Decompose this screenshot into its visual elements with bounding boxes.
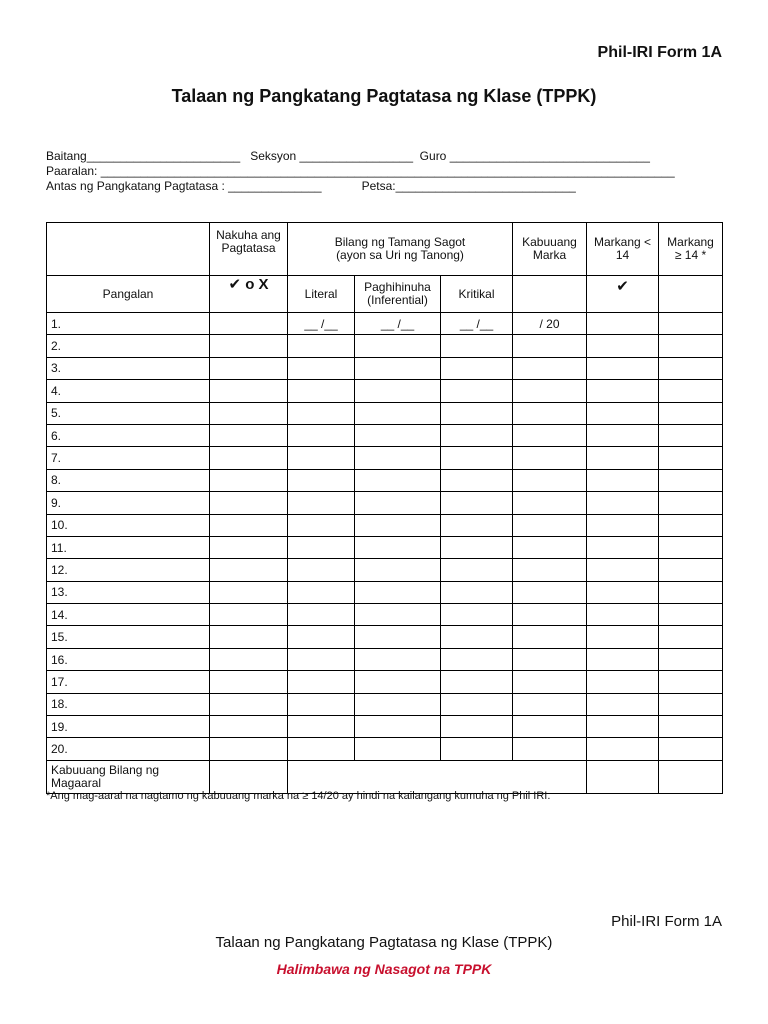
nakuha-cell <box>210 402 288 424</box>
markang-ge-cell <box>659 581 723 603</box>
paghihinuha-cell <box>355 626 441 648</box>
literal-cell <box>288 716 355 738</box>
kabuuang-cell <box>513 648 587 670</box>
paghihinuha-cell <box>355 738 441 760</box>
table-row <box>47 693 723 715</box>
table-row <box>47 380 723 402</box>
markang-lt-cell <box>587 335 659 357</box>
markang-lt-cell <box>587 536 659 558</box>
check-or-x-label: ✔ o X <box>228 276 269 293</box>
header-kabuuang: Kabuuang Marka <box>513 223 587 276</box>
meta-line-paaralan: Paaralan: ______________________________________________________________________________________ <box>46 164 675 178</box>
nakuha-cell <box>210 693 288 715</box>
table-row <box>47 648 723 670</box>
paghihinuha-cell <box>355 581 441 603</box>
header-paghihinuha: Paghihinuha (Inferential) <box>355 276 441 313</box>
markang-ge-cell <box>659 648 723 670</box>
row-number: 17. <box>47 671 210 693</box>
kritikal-cell <box>441 536 513 558</box>
row-number: 4. <box>47 380 210 402</box>
markang-lt-cell <box>587 402 659 424</box>
paghihinuha-cell <box>355 357 441 379</box>
kabuuang-cell <box>513 447 587 469</box>
total-markang-lt-cell <box>587 760 659 793</box>
literal-cell: __ /__ <box>288 313 355 335</box>
markang-lt-cell <box>587 313 659 335</box>
row-number: 5. <box>47 402 210 424</box>
markang-ge-cell <box>659 313 723 335</box>
markang-lt-cell <box>587 357 659 379</box>
markang-lt-cell <box>587 559 659 581</box>
markang-ge-cell <box>659 402 723 424</box>
row-number: 14. <box>47 604 210 626</box>
nakuha-cell <box>210 492 288 514</box>
kabuuang-cell <box>513 671 587 693</box>
table-row <box>47 738 723 760</box>
check-or-x-cell <box>210 276 288 313</box>
paghihinuha-cell <box>355 514 441 536</box>
kabuuang-cell <box>513 738 587 760</box>
row-number: 12. <box>47 559 210 581</box>
paghihinuha-cell <box>355 604 441 626</box>
kritikal-cell <box>441 738 513 760</box>
kritikal-cell <box>441 380 513 402</box>
kritikal-cell <box>441 402 513 424</box>
markang-ge-cell <box>659 536 723 558</box>
table-row <box>47 447 723 469</box>
paghihinuha-cell <box>355 424 441 446</box>
total-nakuha-cell <box>210 760 288 793</box>
markang-ge-cell <box>659 469 723 491</box>
markang-lt-cell <box>587 424 659 446</box>
check-mark-cell <box>587 276 659 313</box>
kritikal-cell <box>441 514 513 536</box>
tppk-table <box>46 222 723 794</box>
subheader-kabuuang-blank <box>513 276 587 313</box>
kabuuang-cell <box>513 536 587 558</box>
kabuuang-cell <box>513 626 587 648</box>
check-mark-icon: ✔ <box>616 278 629 295</box>
row-number: 10. <box>47 514 210 536</box>
literal-cell <box>288 402 355 424</box>
literal-cell <box>288 357 355 379</box>
markang-ge-cell <box>659 357 723 379</box>
kabuuang-cell <box>513 559 587 581</box>
kabuuang-cell <box>513 514 587 536</box>
header-empty-cell <box>47 223 210 276</box>
kabuuang-cell: / 20 <box>513 313 587 335</box>
nakuha-cell <box>210 626 288 648</box>
kritikal-cell <box>441 447 513 469</box>
markang-lt-cell <box>587 604 659 626</box>
header-pangalan: Pangalan <box>47 276 210 313</box>
markang-lt-cell <box>587 447 659 469</box>
total-markang-ge-cell <box>659 760 723 793</box>
kritikal-cell <box>441 671 513 693</box>
literal-cell <box>288 424 355 446</box>
table-row <box>47 536 723 558</box>
paghihinuha-cell <box>355 380 441 402</box>
markang-lt-cell <box>587 626 659 648</box>
literal-cell <box>288 536 355 558</box>
nakuha-cell <box>210 671 288 693</box>
nakuha-cell <box>210 424 288 446</box>
literal-cell <box>288 671 355 693</box>
header-literal: Literal <box>288 276 355 313</box>
nakuha-cell <box>210 335 288 357</box>
row-number: 6. <box>47 424 210 446</box>
row-number: 1. <box>47 313 210 335</box>
table-row <box>47 604 723 626</box>
nakuha-cell <box>210 604 288 626</box>
paghihinuha-cell <box>355 335 441 357</box>
header-bilang-sub: (ayon sa Uri ng Tanong) <box>336 248 464 262</box>
row-number: 15. <box>47 626 210 648</box>
markang-lt-cell <box>587 492 659 514</box>
literal-cell <box>288 648 355 670</box>
markang-ge-cell <box>659 738 723 760</box>
markang-ge-cell <box>659 604 723 626</box>
kabuuang-cell <box>513 469 587 491</box>
literal-cell <box>288 604 355 626</box>
paghihinuha-cell <box>355 648 441 670</box>
header-row <box>47 223 723 276</box>
nakuha-cell <box>210 559 288 581</box>
table-row <box>47 313 723 335</box>
nakuha-cell <box>210 716 288 738</box>
table-row <box>47 492 723 514</box>
nakuha-cell <box>210 581 288 603</box>
literal-cell <box>288 492 355 514</box>
row-number: 20. <box>47 738 210 760</box>
markang-ge-cell <box>659 514 723 536</box>
second-subtitle: Halimbawa ng Nasagot na TPPK <box>276 961 492 977</box>
kabuuang-cell <box>513 693 587 715</box>
literal-cell <box>288 738 355 760</box>
header-bilang-title: Bilang ng Tamang Sagot <box>334 235 466 249</box>
paghihinuha-cell <box>355 693 441 715</box>
row-number: 9. <box>47 492 210 514</box>
kabuuang-cell <box>513 604 587 626</box>
kabuuang-cell <box>513 335 587 357</box>
second-form-code: Phil-IRI Form 1A <box>611 913 722 930</box>
kritikal-cell <box>441 469 513 491</box>
header-markang-lt: Markang < 14 <box>587 223 659 276</box>
markang-ge-cell <box>659 447 723 469</box>
markang-ge-cell <box>659 626 723 648</box>
paghihinuha-cell <box>355 536 441 558</box>
second-title: Talaan ng Pangkatang Pagtatasa ng Klase (TPPK) <box>215 934 553 951</box>
nakuha-cell <box>210 380 288 402</box>
subheader-row <box>47 276 723 313</box>
kritikal-cell <box>441 424 513 446</box>
total-label: Kabuuang Bilang ng Magaaral <box>47 760 210 793</box>
subheader-markang-ge-blank <box>659 276 723 313</box>
markang-lt-cell <box>587 716 659 738</box>
literal-cell <box>288 335 355 357</box>
kritikal-cell <box>441 357 513 379</box>
row-number: 18. <box>47 693 210 715</box>
footnote: *Ang mag-aaral na nagtamo ng kabuuang marka na ≥ 14/20 ay hindi na kailangang kumuha ng Phil IRI. <box>46 790 551 802</box>
kabuuang-cell <box>513 581 587 603</box>
kabuuang-cell <box>513 357 587 379</box>
markang-ge-cell <box>659 671 723 693</box>
markang-ge-cell <box>659 424 723 446</box>
total-merged-cell <box>288 760 587 793</box>
kritikal-cell <box>441 604 513 626</box>
literal-cell <box>288 380 355 402</box>
row-number: 13. <box>47 581 210 603</box>
row-number: 8. <box>47 469 210 491</box>
kabuuang-cell <box>513 380 587 402</box>
total-row <box>47 760 723 793</box>
nakuha-cell <box>210 357 288 379</box>
table-row <box>47 335 723 357</box>
nakuha-cell <box>210 313 288 335</box>
table-row <box>47 626 723 648</box>
literal-cell <box>288 626 355 648</box>
header-nakuha: Nakuha ang Pagtatasa <box>210 223 288 276</box>
markang-ge-cell <box>659 559 723 581</box>
nakuha-cell <box>210 536 288 558</box>
kritikal-cell <box>441 581 513 603</box>
kritikal-cell <box>441 335 513 357</box>
nakuha-cell <box>210 469 288 491</box>
kritikal-cell <box>441 559 513 581</box>
row-number: 11. <box>47 536 210 558</box>
markang-ge-cell <box>659 335 723 357</box>
kritikal-cell <box>441 626 513 648</box>
paghihinuha-cell <box>355 469 441 491</box>
form-code: Phil-IRI Form 1A <box>597 44 722 61</box>
markang-lt-cell <box>587 380 659 402</box>
markang-ge-cell <box>659 716 723 738</box>
paghihinuha-cell <box>355 716 441 738</box>
table-row <box>47 424 723 446</box>
literal-cell <box>288 469 355 491</box>
markang-ge-cell <box>659 380 723 402</box>
literal-cell <box>288 514 355 536</box>
nakuha-cell <box>210 447 288 469</box>
row-number: 19. <box>47 716 210 738</box>
markang-ge-cell <box>659 492 723 514</box>
table-row <box>47 514 723 536</box>
row-number: 7. <box>47 447 210 469</box>
paghihinuha-cell <box>355 402 441 424</box>
literal-cell <box>288 693 355 715</box>
table-row <box>47 402 723 424</box>
table-row <box>47 357 723 379</box>
kritikal-cell <box>441 693 513 715</box>
markang-lt-cell <box>587 738 659 760</box>
header-bilang <box>288 223 513 276</box>
table-row <box>47 671 723 693</box>
markang-lt-cell <box>587 514 659 536</box>
table-row <box>47 716 723 738</box>
literal-cell <box>288 447 355 469</box>
page-title: Talaan ng Pangkatang Pagtatasa ng Klase (TPPK) <box>171 86 597 106</box>
header-markang-ge: Markang ≥ 14 * <box>659 223 723 276</box>
literal-cell <box>288 581 355 603</box>
kritikal-cell <box>441 716 513 738</box>
kritikal-cell <box>441 648 513 670</box>
table-row <box>47 559 723 581</box>
paghihinuha-cell <box>355 671 441 693</box>
markang-lt-cell <box>587 671 659 693</box>
nakuha-cell <box>210 738 288 760</box>
kabuuang-cell <box>513 402 587 424</box>
row-number: 3. <box>47 357 210 379</box>
paghihinuha-cell: __ /__ <box>355 313 441 335</box>
header-kritikal: Kritikal <box>441 276 513 313</box>
meta-line-antas: Antas ng Pangkatang Pagtatasa : ______________ Petsa:___________________________ <box>46 179 576 193</box>
markang-lt-cell <box>587 469 659 491</box>
markang-lt-cell <box>587 693 659 715</box>
kritikal-cell <box>441 492 513 514</box>
row-number: 16. <box>47 648 210 670</box>
paghihinuha-cell <box>355 492 441 514</box>
nakuha-cell <box>210 514 288 536</box>
kritikal-cell: __ /__ <box>441 313 513 335</box>
literal-cell <box>288 559 355 581</box>
markang-lt-cell <box>587 648 659 670</box>
nakuha-cell <box>210 648 288 670</box>
meta-line-baitang: Baitang_______________________ Seksyon _________________ Guro ______________________________ <box>46 149 650 163</box>
kabuuang-cell <box>513 424 587 446</box>
kabuuang-cell <box>513 492 587 514</box>
markang-lt-cell <box>587 581 659 603</box>
table-row <box>47 469 723 491</box>
table-row <box>47 581 723 603</box>
kabuuang-cell <box>513 716 587 738</box>
paghihinuha-cell <box>355 559 441 581</box>
markang-ge-cell <box>659 693 723 715</box>
row-number: 2. <box>47 335 210 357</box>
paghihinuha-cell <box>355 447 441 469</box>
